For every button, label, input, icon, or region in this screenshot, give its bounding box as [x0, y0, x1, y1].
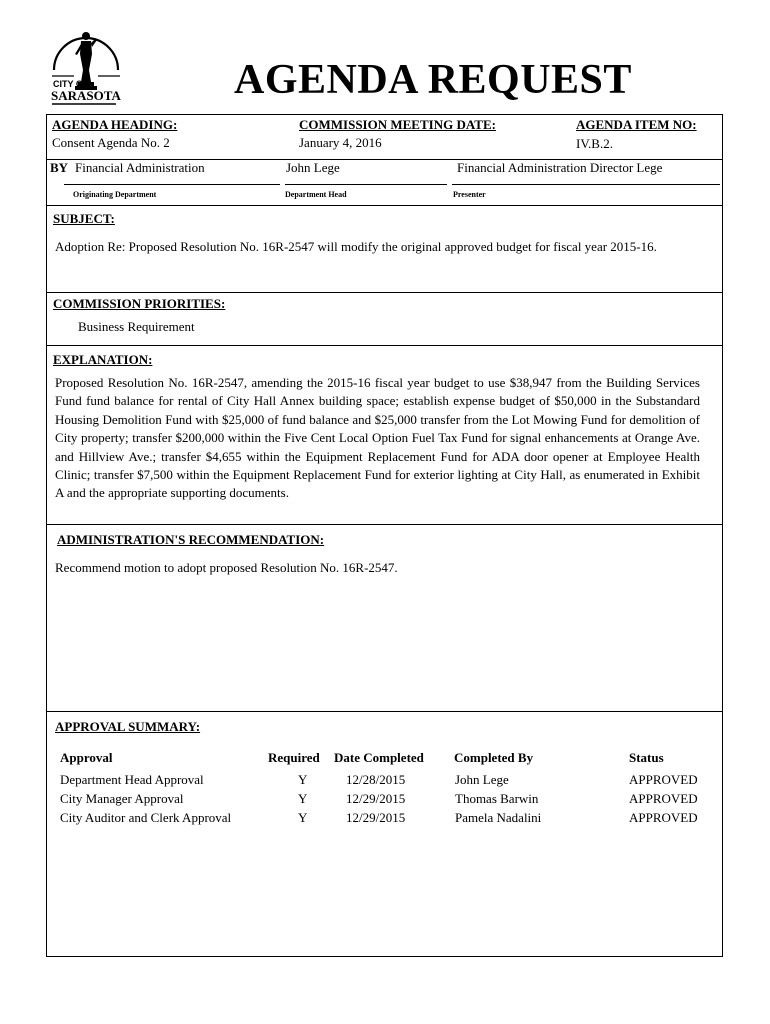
table-row [60, 791, 705, 810]
approval-date: 12/29/2015 [346, 791, 406, 806]
explanation-text: Proposed Resolution No. 16R-2547, amending the 2015-16 fiscal year budget to use $38,947 from the Building Services Fund fund balance for rental of City Hall Annex building space; establish expense budget of $50,000 in the Substandard Housing Demolition Fund with $25,000 of fund balance and $25,000 transfer from the Lot Mowing Fund for demolition of City property; transfer $200,000 within the Five Cent Local Option Fuel Tax Fund for signal enhancements at Orange Ave. and Hillview Ave.; transfer $4,655 within the Equipment Replacement Fund for ADA door opener at Employee Health Clinic; transfer $7,500 within the Equipment Replacement Fund for exterior lighting at City Hall, as enumerated in Exhibit A and the appropriate supporting documents. [55, 375, 700, 501]
department-head-value: John Lege [286, 160, 340, 175]
originating-department-value: Financial Administration [75, 160, 205, 175]
presenter-value: Financial Administration Director Lege [457, 160, 663, 175]
logo-top-text: CITY OF [53, 79, 89, 89]
approval-completed-by: Thomas Barwin [455, 791, 539, 806]
approval-status: APPROVED [629, 772, 698, 787]
approval-date: 12/29/2015 [346, 810, 406, 825]
approval-required: Y [298, 810, 308, 825]
approval-name: Department Head Approval [60, 772, 204, 787]
recommendation-text: Recommend motion to adopt proposed Resolution No. 16R-2547. [55, 560, 398, 575]
approval-table [60, 750, 705, 829]
priorities-label: COMMISSION PRIORITIES: [53, 296, 226, 311]
approval-status: APPROVED [629, 791, 698, 806]
agenda-heading-value: Consent Agenda No. 2 [52, 135, 170, 150]
approval-name: City Manager Approval [60, 791, 184, 806]
meeting-date-value: January 4, 2016 [299, 135, 382, 150]
by-section [46, 159, 723, 205]
originating-department-caption: Originating Department [73, 190, 157, 199]
subject-text: Adoption Re: Proposed Resolution No. 16R-2547 will modify the original approved budget for fiscal year 2015-16. [55, 239, 657, 254]
table-row [60, 810, 705, 829]
column-header-date-completed: Date Completed [334, 750, 424, 765]
by-label: BY [50, 160, 69, 175]
city-seal-logo [48, 24, 124, 108]
approval-summary-label: APPROVAL SUMMARY: [55, 719, 201, 734]
department-head-caption: Department Head [285, 190, 347, 199]
agenda-item-no-label: AGENDA ITEM NO: [576, 117, 697, 132]
explanation-section [46, 345, 723, 524]
subject-section [46, 205, 723, 292]
column-header-completed-by: Completed By [454, 750, 534, 765]
priorities-section [46, 292, 723, 345]
meta-section [46, 114, 723, 159]
column-header-approval: Approval [60, 750, 113, 765]
recommendation-section [46, 524, 723, 711]
logo-name-text: SARASOTA [51, 88, 121, 103]
presenter-caption: Presenter [453, 190, 486, 199]
explanation-label: EXPLANATION: [53, 352, 153, 367]
approval-header-row [60, 750, 705, 772]
head-signature-line [285, 184, 447, 185]
agenda-heading-label: AGENDA HEADING: [52, 117, 178, 132]
priorities-text: Business Requirement [78, 319, 195, 334]
column-header-required: Required [268, 750, 320, 765]
approval-section [46, 711, 723, 957]
approval-required: Y [298, 772, 308, 787]
approval-required: Y [298, 791, 308, 806]
department-signature-line [64, 184, 280, 185]
agenda-item-no-value: IV.B.2. [576, 136, 613, 151]
approval-name: City Auditor and Clerk Approval [60, 810, 232, 825]
column-header-status: Status [629, 750, 664, 765]
approval-completed-by: John Lege [455, 772, 509, 787]
approval-completed-by: Pamela Nadalini [455, 810, 542, 825]
meeting-date-label: COMMISSION MEETING DATE: [299, 117, 496, 132]
table-row [60, 772, 705, 791]
recommendation-label: ADMINISTRATION'S RECOMMENDATION: [57, 532, 325, 547]
presenter-signature-line [452, 184, 720, 185]
approval-date: 12/28/2015 [346, 772, 406, 787]
page-title: AGENDA REQUEST [234, 57, 632, 103]
approval-status: APPROVED [629, 810, 698, 825]
subject-label: SUBJECT: [53, 211, 115, 226]
